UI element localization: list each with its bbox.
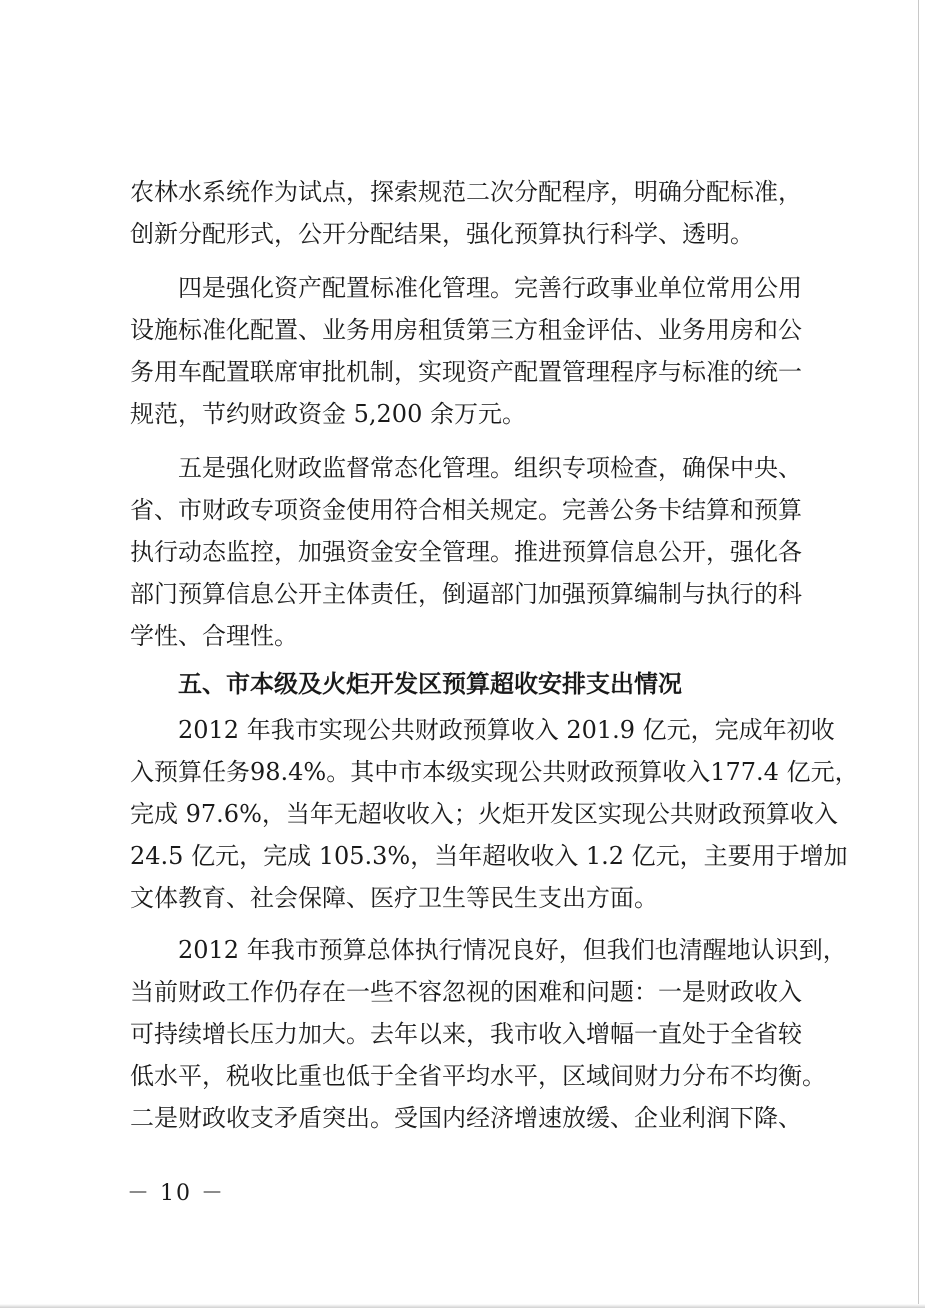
page-number: － 10 － [127,1181,225,1206]
text-line: 2012 年我市实现公共财政预算收入 201.9 亿元，完成年初收 [178,716,835,744]
text-line: 务用车配置联席审批机制，实现资产配置管理程序与标准的统一 [130,358,802,386]
text-line: 2012 年我市预算总体执行情况良好，但我们也清醒地认识到， [178,936,847,964]
text-line: 入预算任务98.4%。其中市本级实现公共财政预算收入177.4 亿元， [130,758,859,786]
text-line: 学性、合理性。 [130,622,298,650]
text-line: 当前财政工作仍存在一些不容忽视的困难和问题：一是财政收入 [130,978,802,1006]
paragraph-revenue-overview [130,709,859,919]
text-line: 省、市财政专项资金使用符合相关规定。完善公务卡结算和预算 [130,496,802,524]
text-line: 文体教育、社会保障、医疗卫生等民生支出方面。 [130,884,658,912]
text-line: 创新分配形式，公开分配结果，强化预算执行科学、透明。 [130,220,754,248]
text-line: 二是财政收支矛盾突出。受国内经济增速放缓、企业利润下降、 [130,1104,802,1132]
text-line: 完成 97.6%，当年无超收收入；火炬开发区实现公共财政预算收入 [130,800,838,828]
document-body [130,171,859,1139]
text-line: 规范，节约财政资金 5,200 余万元。 [130,400,526,428]
text-line: 部门预算信息公开主体责任，倒逼部门加强预算编制与执行的科 [130,580,802,608]
paragraph-assignment-standardization [130,171,802,255]
paragraph-asset-configuration [130,267,802,435]
text-line: 24.5 亿元，完成 105.3%，当年超收收入 1.2 亿元，主要用于增加 [130,842,848,870]
scan-bottom-edge [0,1304,925,1308]
section-heading: 五、市本级及火炬开发区预算超收安排支出情况 [178,670,682,698]
scan-edge-line [918,0,919,1308]
paragraph-financial-supervision [130,447,802,657]
text-line: 执行动态监控，加强资金安全管理。推进预算信息公开，强化各 [130,538,802,566]
text-line: 四是强化资产配置标准化管理。完善行政事业单位常用公用 [178,274,802,302]
text-line: 农林水系统作为试点，探索规范二次分配程序，明确分配标准， [130,178,802,206]
text-line: 五是强化财政监督常态化管理。组织专项检查，确保中央、 [178,454,802,482]
text-line: 低水平，税收比重也低于全省平均水平，区域间财力分布不均衡。 [130,1062,826,1090]
text-line: 可持续增长压力加大。去年以来，我市收入增幅一直处于全省较 [130,1020,802,1048]
text-line: 设施标准化配置、业务用房租赁第三方租金评估、业务用房和公 [130,316,802,344]
paragraph-problems [130,929,847,1139]
